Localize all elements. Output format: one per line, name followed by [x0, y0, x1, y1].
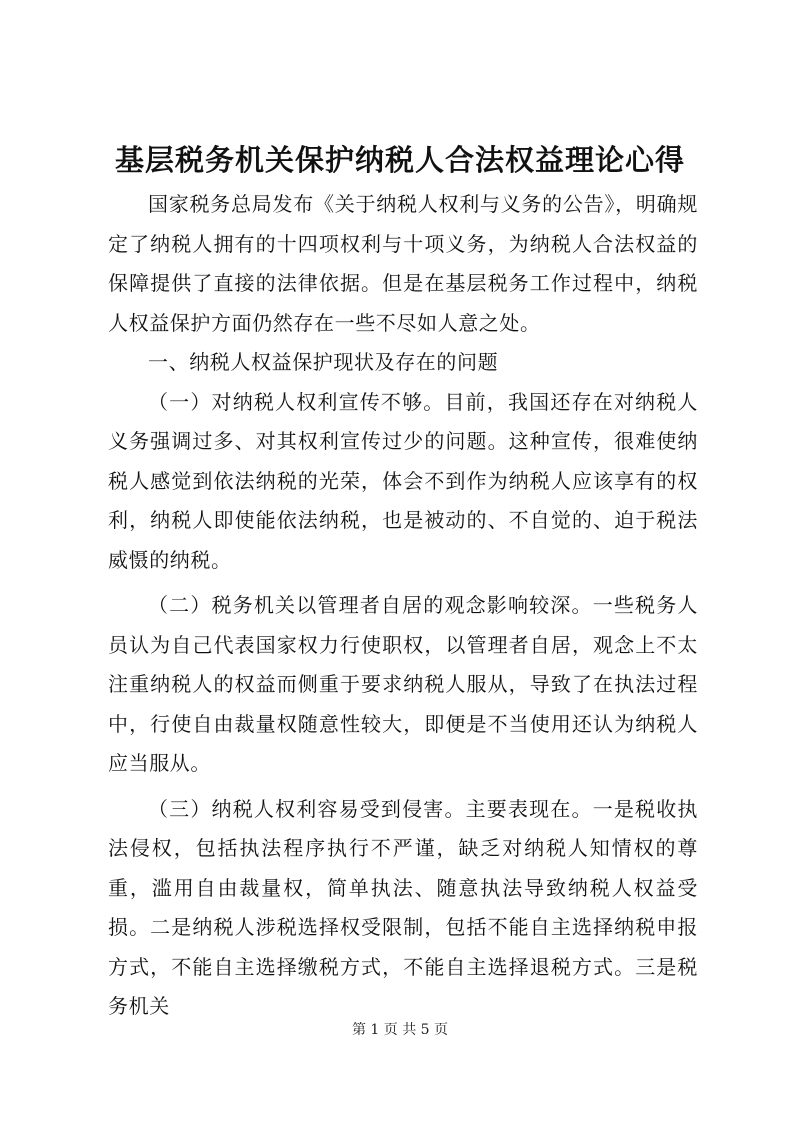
paragraph-2: （二）税务机关以管理者自居的观念影响较深。一些税务人员认为自己代表国家权力行使职权，以管理者自居，观念上不太注重纳税人的权益而侧重于要求纳税人服从，导致了在执法过程中，行使自由裁量权随意性较大，即便是不当使用还认为纳税人应当服从。 [108, 593, 698, 775]
document-body [108, 185, 698, 1027]
intro-paragraph: 国家税务总局发布《关于纳税人权利与义务的公告》，明确规定了纳税人拥有的十四项权利与十项义务，为纳税人合法权益的保障提供了直接的法律依据。但是在基层税务工作过程中，纳税人权益保护方面仍然存在一些不尽如人意之处。 [108, 192, 698, 335]
section-heading: 一、纳税人权益保护现状及存在的问题 [148, 350, 499, 374]
page-footer: 第 1 页 共 5 页 [351, 1022, 449, 1038]
document-title: 基层税务机关保护纳税人合法权益理论心得 [114, 143, 685, 177]
paragraph-3: （三）纳税人权利容易受到侵害。主要表现在。一是税收执法侵权，包括执法程序执行不严谨，缺乏对纳税人知情权的尊重，滥用自由裁量权，简单执法、随意执法导致纳税人权益受损。二是纳税人涉税选择权受限制，包括不能自主选择纳税申报方式，不能自主选择缴税方式，不能自主选择退税方式。三是税务机关 [108, 796, 698, 1018]
paragraph-1: （一）对纳税人权利宣传不够。目前，我国还存在对纳税人义务强调过多、对其权利宣传过少的问题。这种宣传，很难使纳税人感觉到依法纳税的光荣，体会不到作为纳税人应该享有的权利，纳税人即使能依法纳税，也是被动的、不自觉的、迫于税法威慑的纳税。 [108, 389, 698, 572]
